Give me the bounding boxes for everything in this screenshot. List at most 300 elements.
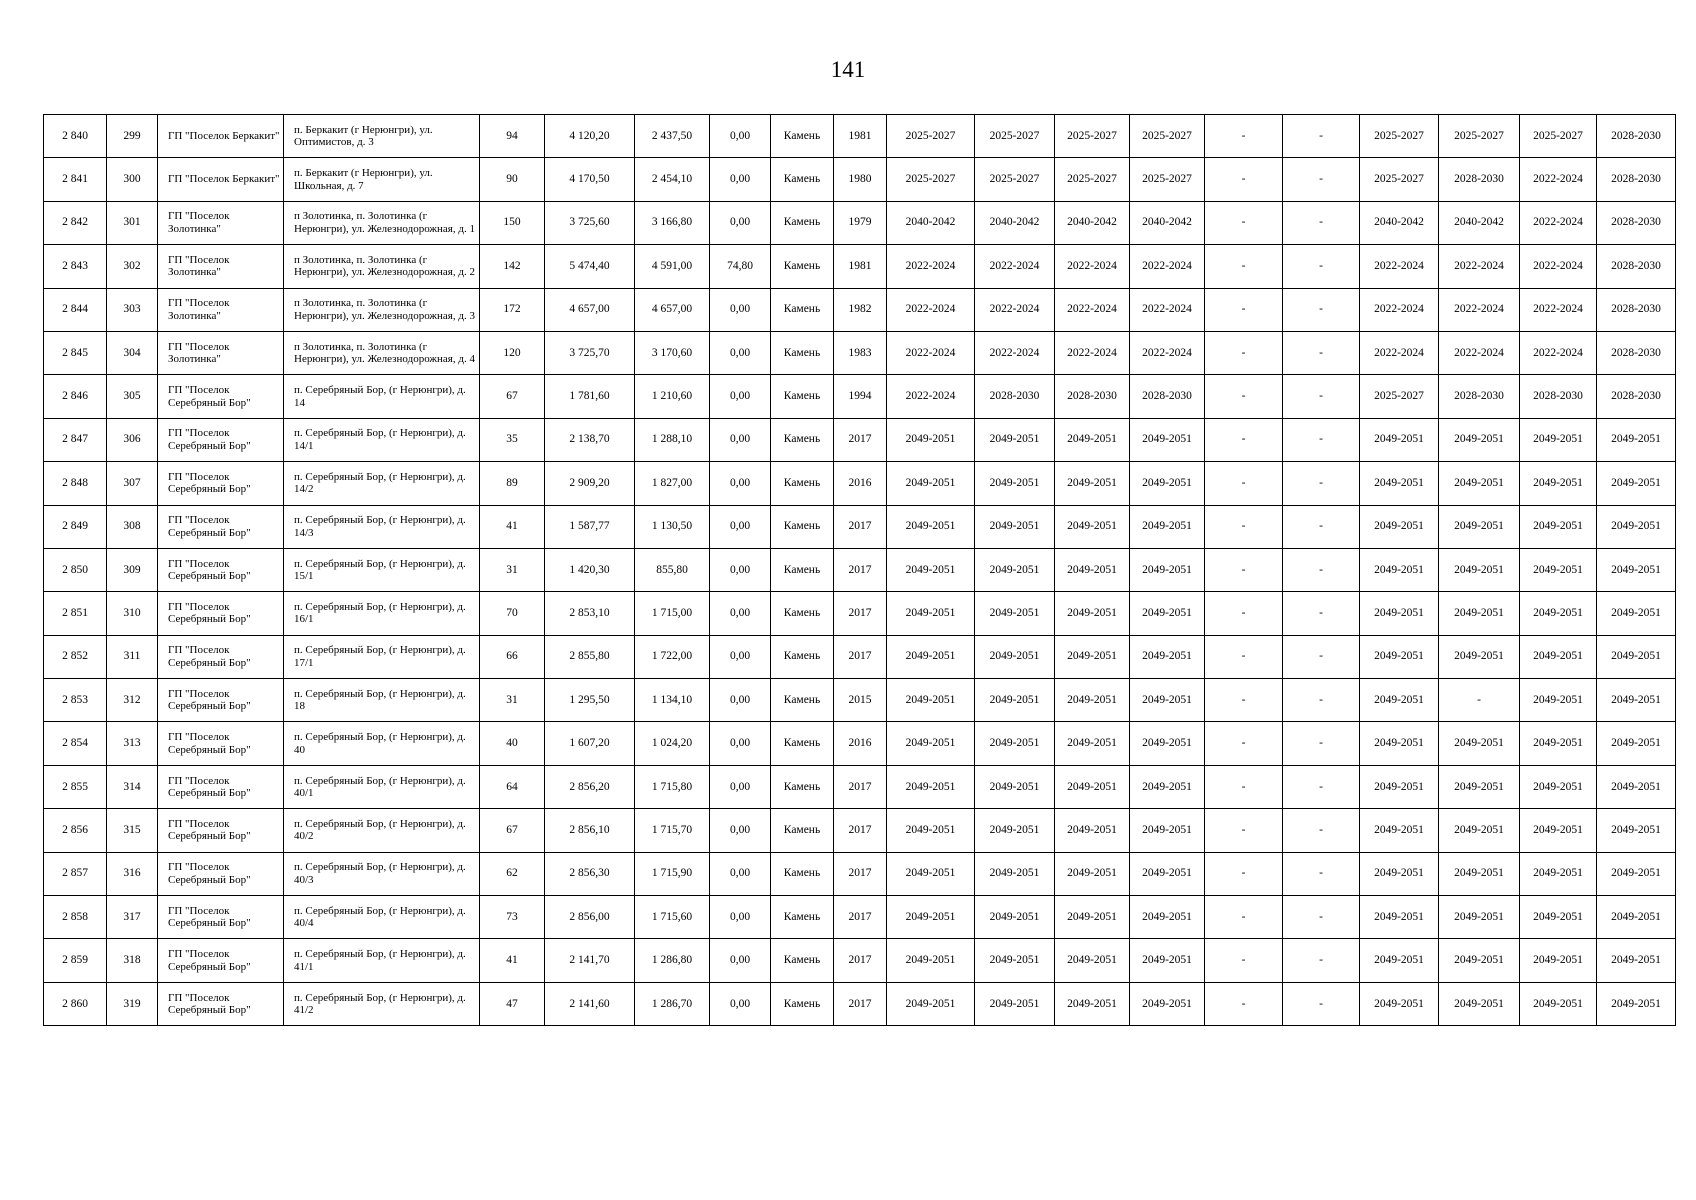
repair-period-cell-2: 2049-2051 — [975, 505, 1055, 548]
repair-period-cell-9: 2049-2051 — [1520, 635, 1597, 678]
repair-period-cell-7: 2040-2042 — [1360, 201, 1439, 244]
table-row — [44, 288, 1676, 331]
repair-period-cell-10: 2028-2030 — [1597, 115, 1676, 158]
repair-period-cell-6: - — [1283, 592, 1360, 635]
total-area-cell: 3 725,60 — [545, 201, 635, 244]
wall-material-cell: Камень — [771, 201, 834, 244]
repair-period-cell-8: 2049-2051 — [1439, 548, 1520, 591]
local-number-cell: 304 — [107, 331, 158, 374]
repair-period-cell-8: 2028-2030 — [1439, 375, 1520, 418]
row-number-cell: 2 853 — [44, 679, 107, 722]
page-number: 141 — [830, 57, 866, 82]
repair-period-cell-9: 2049-2051 — [1520, 982, 1597, 1025]
nonresidential-area-cell: 0,00 — [710, 331, 771, 374]
repair-period-cell-9: 2022-2024 — [1520, 158, 1597, 201]
wall-material-cell: Камень — [771, 505, 834, 548]
repair-period-cell-4: 2049-2051 — [1130, 418, 1205, 461]
address-cell: п. Серебряный Бор, (г Нерюнгри), д. 16/1 — [284, 592, 480, 635]
row-number-cell: 2 860 — [44, 982, 107, 1025]
residents-cell: 120 — [480, 331, 545, 374]
repair-period-cell-2: 2049-2051 — [975, 896, 1055, 939]
repair-period-cell-2: 2025-2027 — [975, 115, 1055, 158]
municipality-cell: ГП "Поселок Серебряный Бор" — [158, 548, 284, 591]
wall-material-cell: Камень — [771, 765, 834, 808]
address-cell: п. Серебряный Бор, (г Нерюнгри), д. 40 — [284, 722, 480, 765]
repair-period-cell-4: 2049-2051 — [1130, 505, 1205, 548]
build-year-cell: 1981 — [834, 115, 887, 158]
municipality-cell: ГП "Поселок Серебряный Бор" — [158, 375, 284, 418]
row-number-cell: 2 856 — [44, 809, 107, 852]
repair-period-cell-4: 2049-2051 — [1130, 462, 1205, 505]
residents-cell: 73 — [480, 896, 545, 939]
repair-period-cell-8: 2049-2051 — [1439, 592, 1520, 635]
build-year-cell: 1981 — [834, 245, 887, 288]
repair-period-cell-5: - — [1205, 982, 1283, 1025]
table-row — [44, 939, 1676, 982]
nonresidential-area-cell: 0,00 — [710, 592, 771, 635]
repair-period-cell-7: 2049-2051 — [1360, 679, 1439, 722]
repair-period-cell-5: - — [1205, 852, 1283, 895]
repair-period-cell-3: 2049-2051 — [1055, 939, 1130, 982]
repair-period-cell-7: 2025-2027 — [1360, 375, 1439, 418]
table-row — [44, 201, 1676, 244]
wall-material-cell: Камень — [771, 548, 834, 591]
repair-period-cell-4: 2022-2024 — [1130, 331, 1205, 374]
build-year-cell: 2017 — [834, 852, 887, 895]
total-area-cell: 2 138,70 — [545, 418, 635, 461]
repair-period-cell-3: 2049-2051 — [1055, 679, 1130, 722]
repair-period-cell-5: - — [1205, 462, 1283, 505]
repair-period-cell-7: 2049-2051 — [1360, 418, 1439, 461]
repair-period-cell-1: 2049-2051 — [887, 635, 975, 678]
build-year-cell: 1994 — [834, 375, 887, 418]
address-cell: п. Беркакит (г Нерюнгри), ул. Школьная, д. 7 — [284, 158, 480, 201]
repair-period-cell-1: 2022-2024 — [887, 288, 975, 331]
repair-period-cell-1: 2049-2051 — [887, 679, 975, 722]
repair-period-cell-3: 2025-2027 — [1055, 115, 1130, 158]
repair-period-cell-4: 2022-2024 — [1130, 288, 1205, 331]
residents-cell: 150 — [480, 201, 545, 244]
municipality-cell: ГП "Поселок Золотинка" — [158, 245, 284, 288]
repair-period-cell-4: 2049-2051 — [1130, 635, 1205, 678]
repair-period-cell-3: 2025-2027 — [1055, 158, 1130, 201]
nonresidential-area-cell: 0,00 — [710, 505, 771, 548]
municipality-cell: ГП "Поселок Золотинка" — [158, 331, 284, 374]
row-number-cell: 2 843 — [44, 245, 107, 288]
repair-period-cell-10: 2049-2051 — [1597, 939, 1676, 982]
living-area-cell: 1 286,70 — [635, 982, 710, 1025]
table-row — [44, 982, 1676, 1025]
nonresidential-area-cell: 0,00 — [710, 375, 771, 418]
wall-material-cell: Камень — [771, 462, 834, 505]
repair-period-cell-1: 2049-2051 — [887, 852, 975, 895]
total-area-cell: 2 141,60 — [545, 982, 635, 1025]
repair-period-cell-8: 2022-2024 — [1439, 288, 1520, 331]
repair-period-cell-3: 2049-2051 — [1055, 982, 1130, 1025]
table-row — [44, 852, 1676, 895]
housing-register-table — [43, 114, 1676, 1026]
address-cell: п Золотинка, п. Золотинка (г Нерюнгри), ул. Железнодорожная, д. 4 — [284, 331, 480, 374]
residents-cell: 94 — [480, 115, 545, 158]
repair-period-cell-4: 2049-2051 — [1130, 548, 1205, 591]
repair-period-cell-10: 2049-2051 — [1597, 982, 1676, 1025]
repair-period-cell-4: 2040-2042 — [1130, 201, 1205, 244]
repair-period-cell-9: 2049-2051 — [1520, 939, 1597, 982]
repair-period-cell-2: 2025-2027 — [975, 158, 1055, 201]
repair-period-cell-10: 2049-2051 — [1597, 462, 1676, 505]
row-number-cell: 2 841 — [44, 158, 107, 201]
repair-period-cell-1: 2049-2051 — [887, 896, 975, 939]
repair-period-cell-3: 2049-2051 — [1055, 635, 1130, 678]
repair-period-cell-3: 2049-2051 — [1055, 418, 1130, 461]
nonresidential-area-cell: 0,00 — [710, 548, 771, 591]
row-number-cell: 2 844 — [44, 288, 107, 331]
repair-period-cell-10: 2028-2030 — [1597, 245, 1676, 288]
repair-period-cell-6: - — [1283, 765, 1360, 808]
row-number-cell: 2 852 — [44, 635, 107, 678]
local-number-cell: 309 — [107, 548, 158, 591]
row-number-cell: 2 851 — [44, 592, 107, 635]
row-number-cell: 2 855 — [44, 765, 107, 808]
build-year-cell: 1980 — [834, 158, 887, 201]
repair-period-cell-2: 2049-2051 — [975, 548, 1055, 591]
repair-period-cell-2: 2022-2024 — [975, 288, 1055, 331]
repair-period-cell-1: 2022-2024 — [887, 245, 975, 288]
repair-period-cell-4: 2049-2051 — [1130, 722, 1205, 765]
repair-period-cell-10: 2028-2030 — [1597, 201, 1676, 244]
total-area-cell: 3 725,70 — [545, 331, 635, 374]
repair-period-cell-5: - — [1205, 158, 1283, 201]
local-number-cell: 319 — [107, 982, 158, 1025]
repair-period-cell-1: 2022-2024 — [887, 375, 975, 418]
nonresidential-area-cell: 0,00 — [710, 765, 771, 808]
municipality-cell: ГП "Поселок Беркакит" — [158, 115, 284, 158]
local-number-cell: 311 — [107, 635, 158, 678]
living-area-cell: 855,80 — [635, 548, 710, 591]
table-body — [44, 115, 1676, 1026]
build-year-cell: 2017 — [834, 505, 887, 548]
address-cell: п. Серебряный Бор, (г Нерюнгри), д. 40/1 — [284, 765, 480, 808]
residents-cell: 90 — [480, 158, 545, 201]
living-area-cell: 3 166,80 — [635, 201, 710, 244]
repair-period-cell-7: 2049-2051 — [1360, 548, 1439, 591]
repair-period-cell-7: 2049-2051 — [1360, 635, 1439, 678]
repair-period-cell-8: 2049-2051 — [1439, 765, 1520, 808]
total-area-cell: 4 170,50 — [545, 158, 635, 201]
row-number-cell: 2 859 — [44, 939, 107, 982]
address-cell: п. Серебряный Бор, (г Нерюнгри), д. 17/1 — [284, 635, 480, 678]
table-row — [44, 245, 1676, 288]
living-area-cell: 1 134,10 — [635, 679, 710, 722]
repair-period-cell-6: - — [1283, 722, 1360, 765]
municipality-cell: ГП "Поселок Серебряный Бор" — [158, 592, 284, 635]
repair-period-cell-2: 2049-2051 — [975, 679, 1055, 722]
repair-period-cell-10: 2049-2051 — [1597, 548, 1676, 591]
repair-period-cell-6: - — [1283, 375, 1360, 418]
repair-period-cell-5: - — [1205, 592, 1283, 635]
repair-period-cell-7: 2022-2024 — [1360, 245, 1439, 288]
residents-cell: 31 — [480, 679, 545, 722]
repair-period-cell-5: - — [1205, 809, 1283, 852]
repair-period-cell-9: 2049-2051 — [1520, 896, 1597, 939]
total-area-cell: 2 141,70 — [545, 939, 635, 982]
repair-period-cell-10: 2049-2051 — [1597, 592, 1676, 635]
living-area-cell: 1 722,00 — [635, 635, 710, 678]
residents-cell: 64 — [480, 765, 545, 808]
local-number-cell: 301 — [107, 201, 158, 244]
repair-period-cell-9: 2022-2024 — [1520, 288, 1597, 331]
repair-period-cell-9: 2049-2051 — [1520, 852, 1597, 895]
build-year-cell: 2017 — [834, 809, 887, 852]
repair-period-cell-2: 2049-2051 — [975, 418, 1055, 461]
nonresidential-area-cell: 0,00 — [710, 939, 771, 982]
municipality-cell: ГП "Поселок Серебряный Бор" — [158, 939, 284, 982]
repair-period-cell-4: 2049-2051 — [1130, 896, 1205, 939]
nonresidential-area-cell: 0,00 — [710, 115, 771, 158]
repair-period-cell-4: 2049-2051 — [1130, 592, 1205, 635]
address-cell: п. Серебряный Бор, (г Нерюнгри), д. 14/1 — [284, 418, 480, 461]
repair-period-cell-7: 2049-2051 — [1360, 505, 1439, 548]
repair-period-cell-8: 2049-2051 — [1439, 939, 1520, 982]
row-number-cell: 2 840 — [44, 115, 107, 158]
repair-period-cell-7: 2049-2051 — [1360, 982, 1439, 1025]
wall-material-cell: Камень — [771, 852, 834, 895]
repair-period-cell-3: 2049-2051 — [1055, 722, 1130, 765]
repair-period-cell-7: 2025-2027 — [1360, 115, 1439, 158]
municipality-cell: ГП "Поселок Серебряный Бор" — [158, 505, 284, 548]
repair-period-cell-7: 2049-2051 — [1360, 896, 1439, 939]
total-area-cell: 1 607,20 — [545, 722, 635, 765]
living-area-cell: 1 288,10 — [635, 418, 710, 461]
total-area-cell: 2 856,00 — [545, 896, 635, 939]
repair-period-cell-4: 2049-2051 — [1130, 679, 1205, 722]
build-year-cell: 2017 — [834, 592, 887, 635]
repair-period-cell-10: 2049-2051 — [1597, 505, 1676, 548]
residents-cell: 47 — [480, 982, 545, 1025]
repair-period-cell-5: - — [1205, 245, 1283, 288]
repair-period-cell-6: - — [1283, 982, 1360, 1025]
repair-period-cell-8: 2049-2051 — [1439, 418, 1520, 461]
table-row — [44, 418, 1676, 461]
table-row — [44, 722, 1676, 765]
repair-period-cell-2: 2049-2051 — [975, 635, 1055, 678]
repair-period-cell-10: 2049-2051 — [1597, 679, 1676, 722]
build-year-cell: 2017 — [834, 896, 887, 939]
repair-period-cell-8: 2022-2024 — [1439, 245, 1520, 288]
living-area-cell: 1 715,80 — [635, 765, 710, 808]
repair-period-cell-4: 2028-2030 — [1130, 375, 1205, 418]
municipality-cell: ГП "Поселок Серебряный Бор" — [158, 765, 284, 808]
municipality-cell: ГП "Поселок Серебряный Бор" — [158, 722, 284, 765]
repair-period-cell-1: 2049-2051 — [887, 722, 975, 765]
total-area-cell: 4 657,00 — [545, 288, 635, 331]
repair-period-cell-10: 2049-2051 — [1597, 765, 1676, 808]
repair-period-cell-6: - — [1283, 505, 1360, 548]
build-year-cell: 1982 — [834, 288, 887, 331]
repair-period-cell-3: 2049-2051 — [1055, 809, 1130, 852]
living-area-cell: 4 591,00 — [635, 245, 710, 288]
local-number-cell: 299 — [107, 115, 158, 158]
repair-period-cell-8: 2049-2051 — [1439, 505, 1520, 548]
repair-period-cell-4: 2022-2024 — [1130, 245, 1205, 288]
living-area-cell: 1 715,90 — [635, 852, 710, 895]
address-cell: п Золотинка, п. Золотинка (г Нерюнгри), ул. Железнодорожная, д. 1 — [284, 201, 480, 244]
residents-cell: 35 — [480, 418, 545, 461]
repair-period-cell-8: 2049-2051 — [1439, 982, 1520, 1025]
build-year-cell: 2015 — [834, 679, 887, 722]
residents-cell: 41 — [480, 939, 545, 982]
repair-period-cell-1: 2049-2051 — [887, 418, 975, 461]
repair-period-cell-8: 2022-2024 — [1439, 331, 1520, 374]
repair-period-cell-2: 2049-2051 — [975, 592, 1055, 635]
repair-period-cell-4: 2049-2051 — [1130, 982, 1205, 1025]
living-area-cell: 1 024,20 — [635, 722, 710, 765]
repair-period-cell-8: 2049-2051 — [1439, 896, 1520, 939]
residents-cell: 172 — [480, 288, 545, 331]
municipality-cell: ГП "Поселок Золотинка" — [158, 288, 284, 331]
municipality-cell: ГП "Поселок Беркакит" — [158, 158, 284, 201]
build-year-cell: 2017 — [834, 635, 887, 678]
table-row — [44, 635, 1676, 678]
address-cell: п. Серебряный Бор, (г Нерюнгри), д. 40/2 — [284, 809, 480, 852]
wall-material-cell: Камень — [771, 939, 834, 982]
local-number-cell: 316 — [107, 852, 158, 895]
wall-material-cell: Камень — [771, 158, 834, 201]
address-cell: п. Серебряный Бор, (г Нерюнгри), д. 18 — [284, 679, 480, 722]
address-cell: п. Серебряный Бор, (г Нерюнгри), д. 14/3 — [284, 505, 480, 548]
repair-period-cell-3: 2040-2042 — [1055, 201, 1130, 244]
local-number-cell: 307 — [107, 462, 158, 505]
residents-cell: 67 — [480, 809, 545, 852]
repair-period-cell-5: - — [1205, 115, 1283, 158]
repair-period-cell-6: - — [1283, 939, 1360, 982]
address-cell: п Золотинка, п. Золотинка (г Нерюнгри), ул. Железнодорожная, д. 2 — [284, 245, 480, 288]
repair-period-cell-3: 2022-2024 — [1055, 331, 1130, 374]
nonresidential-area-cell: 0,00 — [710, 679, 771, 722]
repair-period-cell-7: 2025-2027 — [1360, 158, 1439, 201]
repair-period-cell-1: 2040-2042 — [887, 201, 975, 244]
repair-period-cell-5: - — [1205, 635, 1283, 678]
repair-period-cell-7: 2049-2051 — [1360, 592, 1439, 635]
local-number-cell: 300 — [107, 158, 158, 201]
repair-period-cell-6: - — [1283, 462, 1360, 505]
total-area-cell: 1 781,60 — [545, 375, 635, 418]
nonresidential-area-cell: 74,80 — [710, 245, 771, 288]
repair-period-cell-8: 2025-2027 — [1439, 115, 1520, 158]
wall-material-cell: Камень — [771, 418, 834, 461]
local-number-cell: 308 — [107, 505, 158, 548]
repair-period-cell-2: 2049-2051 — [975, 462, 1055, 505]
repair-period-cell-5: - — [1205, 722, 1283, 765]
repair-period-cell-4: 2049-2051 — [1130, 765, 1205, 808]
address-cell: п. Серебряный Бор, (г Нерюнгри), д. 40/4 — [284, 896, 480, 939]
nonresidential-area-cell: 0,00 — [710, 158, 771, 201]
repair-period-cell-7: 2049-2051 — [1360, 462, 1439, 505]
repair-period-cell-5: - — [1205, 505, 1283, 548]
repair-period-cell-9: 2022-2024 — [1520, 245, 1597, 288]
repair-period-cell-9: 2049-2051 — [1520, 809, 1597, 852]
repair-period-cell-6: - — [1283, 635, 1360, 678]
address-cell: п. Серебряный Бор, (г Нерюнгри), д. 41/2 — [284, 982, 480, 1025]
municipality-cell: ГП "Поселок Серебряный Бор" — [158, 418, 284, 461]
build-year-cell: 2017 — [834, 982, 887, 1025]
repair-period-cell-9: 2022-2024 — [1520, 201, 1597, 244]
repair-period-cell-8: 2028-2030 — [1439, 158, 1520, 201]
repair-period-cell-5: - — [1205, 418, 1283, 461]
address-cell: п. Серебряный Бор, (г Нерюнгри), д. 41/1 — [284, 939, 480, 982]
local-number-cell: 306 — [107, 418, 158, 461]
repair-period-cell-1: 2049-2051 — [887, 982, 975, 1025]
wall-material-cell: Камень — [771, 245, 834, 288]
total-area-cell: 5 474,40 — [545, 245, 635, 288]
repair-period-cell-6: - — [1283, 679, 1360, 722]
repair-period-cell-8: 2049-2051 — [1439, 852, 1520, 895]
repair-period-cell-9: 2049-2051 — [1520, 548, 1597, 591]
repair-period-cell-8: 2049-2051 — [1439, 635, 1520, 678]
row-number-cell: 2 847 — [44, 418, 107, 461]
table-row — [44, 331, 1676, 374]
total-area-cell: 1 587,77 — [545, 505, 635, 548]
build-year-cell: 1979 — [834, 201, 887, 244]
total-area-cell: 2 909,20 — [545, 462, 635, 505]
table-row — [44, 765, 1676, 808]
total-area-cell: 1 295,50 — [545, 679, 635, 722]
repair-period-cell-5: - — [1205, 201, 1283, 244]
repair-period-cell-7: 2022-2024 — [1360, 331, 1439, 374]
total-area-cell: 2 856,30 — [545, 852, 635, 895]
build-year-cell: 2016 — [834, 722, 887, 765]
repair-period-cell-5: - — [1205, 679, 1283, 722]
repair-period-cell-8: - — [1439, 679, 1520, 722]
table-row — [44, 809, 1676, 852]
build-year-cell: 2017 — [834, 418, 887, 461]
repair-period-cell-6: - — [1283, 896, 1360, 939]
municipality-cell: ГП "Поселок Серебряный Бор" — [158, 462, 284, 505]
residents-cell: 41 — [480, 505, 545, 548]
repair-period-cell-6: - — [1283, 809, 1360, 852]
wall-material-cell: Камень — [771, 679, 834, 722]
repair-period-cell-3: 2049-2051 — [1055, 852, 1130, 895]
repair-period-cell-7: 2049-2051 — [1360, 809, 1439, 852]
repair-period-cell-8: 2049-2051 — [1439, 722, 1520, 765]
table-row — [44, 896, 1676, 939]
repair-period-cell-9: 2022-2024 — [1520, 331, 1597, 374]
table-row — [44, 115, 1676, 158]
local-number-cell: 318 — [107, 939, 158, 982]
repair-period-cell-2: 2022-2024 — [975, 245, 1055, 288]
wall-material-cell: Камень — [771, 592, 834, 635]
municipality-cell: ГП "Поселок Серебряный Бор" — [158, 809, 284, 852]
repair-period-cell-5: - — [1205, 288, 1283, 331]
living-area-cell: 1 715,70 — [635, 809, 710, 852]
build-year-cell: 2017 — [834, 939, 887, 982]
repair-period-cell-4: 2049-2051 — [1130, 939, 1205, 982]
build-year-cell: 2017 — [834, 548, 887, 591]
residents-cell: 89 — [480, 462, 545, 505]
repair-period-cell-10: 2028-2030 — [1597, 375, 1676, 418]
nonresidential-area-cell: 0,00 — [710, 982, 771, 1025]
residents-cell: 40 — [480, 722, 545, 765]
residents-cell: 70 — [480, 592, 545, 635]
build-year-cell: 1983 — [834, 331, 887, 374]
repair-period-cell-3: 2049-2051 — [1055, 505, 1130, 548]
repair-period-cell-1: 2049-2051 — [887, 505, 975, 548]
repair-period-cell-10: 2049-2051 — [1597, 635, 1676, 678]
repair-period-cell-6: - — [1283, 852, 1360, 895]
repair-period-cell-5: - — [1205, 548, 1283, 591]
repair-period-cell-1: 2049-2051 — [887, 592, 975, 635]
repair-period-cell-9: 2028-2030 — [1520, 375, 1597, 418]
